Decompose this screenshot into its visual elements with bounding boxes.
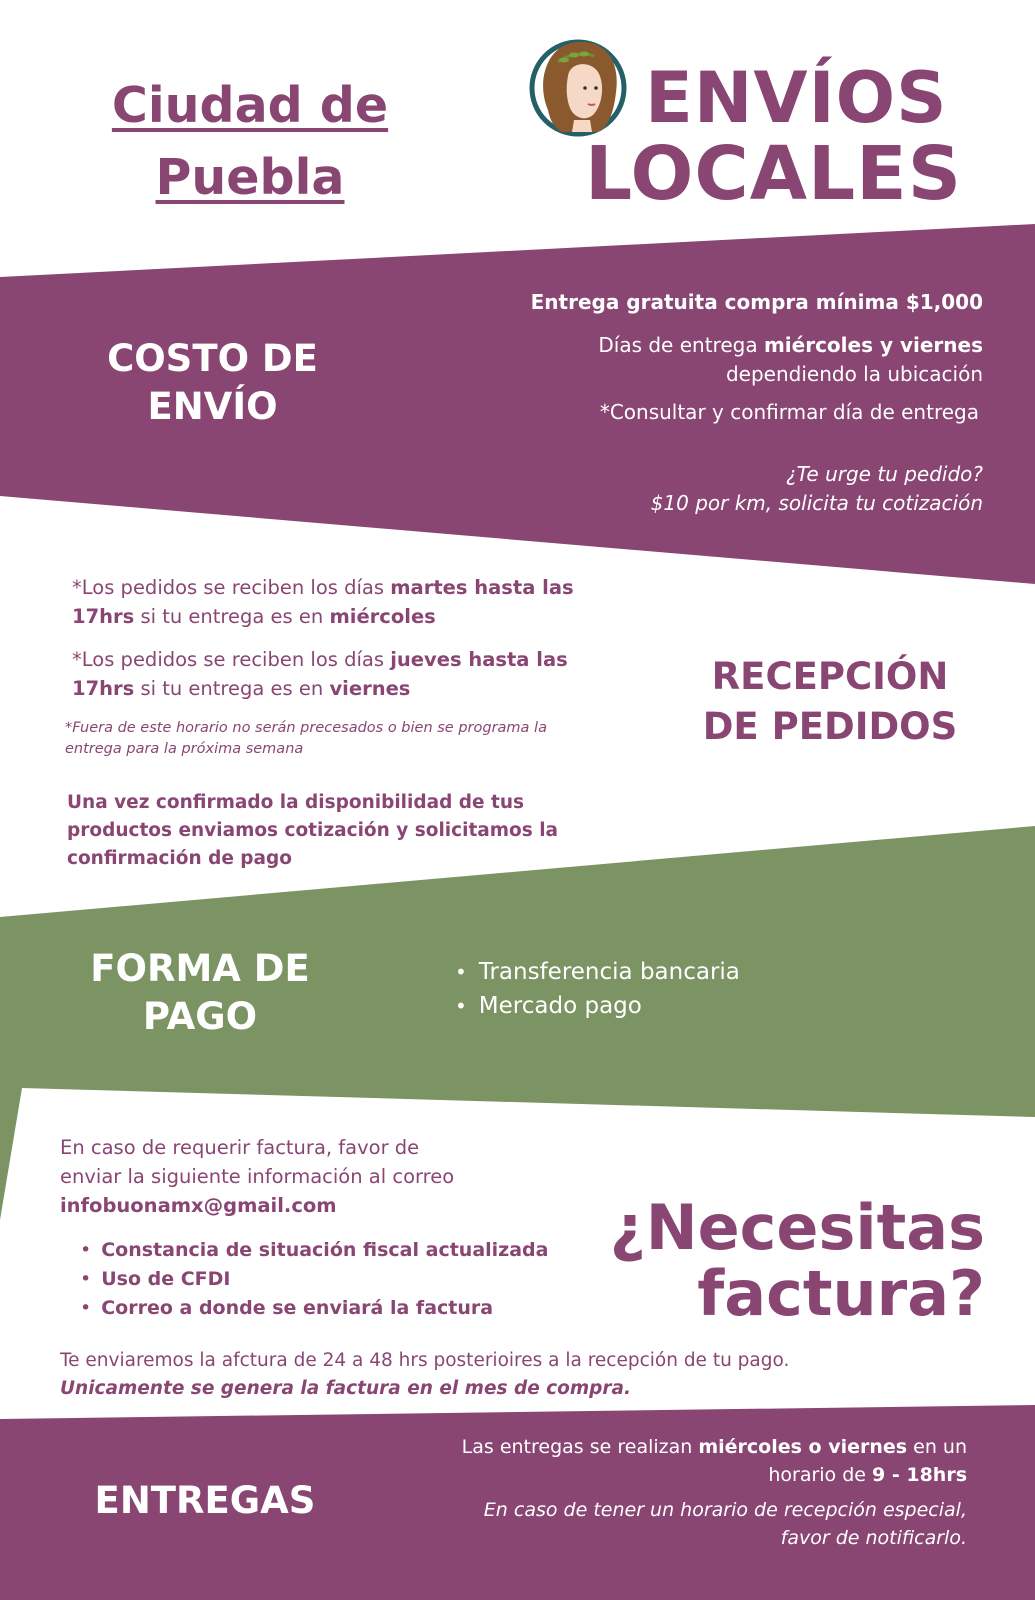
delivery-days-prefix: Días de entrega: [598, 333, 764, 357]
reception-note-line-2: entrega para la próxima semana: [65, 741, 304, 757]
invoice-title: [600, 1191, 985, 1330]
reception-title-line-2: DE PEDIDOS: [702, 705, 958, 748]
payment-methods-list: [455, 955, 740, 1023]
delivery-days-bold: miércoles y viernes: [763, 333, 983, 357]
invoice-month-note: Unicamente se genera la factura en el mes de compra.: [60, 1378, 632, 1399]
reception-item-1: [72, 573, 632, 631]
reception-item-2-a: *Los pedidos se reciben los días: [72, 648, 391, 671]
deliveries-title: ENTREGAS: [94, 1479, 316, 1522]
payment-title-line-2: PAGO: [142, 995, 258, 1038]
deliveries-line-2-b: 9 - 18hrs: [872, 1464, 967, 1486]
reception-item-1-d: si tu entrega es en: [134, 605, 330, 628]
free-shipping-text: Entrega gratuita compra mínima $1,000: [530, 290, 983, 314]
invoice-intro: [60, 1133, 560, 1220]
city-title: [80, 70, 420, 214]
reception-item-2-c: 17hrs: [72, 677, 135, 700]
urgent-line-1: ¿Te urge tu pedido?: [786, 462, 983, 486]
deliveries-line-1-b: miércoles o viernes: [698, 1436, 908, 1458]
reception-note-line-1: *Fuera de este horario no serán precesados o bien se programa la: [65, 720, 547, 736]
reception-item-2-d: si tu entrega es en: [134, 677, 330, 700]
reception-item-2: [72, 645, 632, 703]
reception-confirm-line-3: confirmación de pago: [67, 848, 292, 869]
costo-title: [80, 335, 345, 431]
reception-confirm: [67, 789, 587, 873]
deliveries-note-line-1: En caso de tener un horario de recepción especial,: [483, 1499, 967, 1521]
delivery-days-suffix: dependiendo la ubicación: [725, 362, 983, 386]
urgent-text: [463, 460, 983, 518]
deliveries-line-1-c: en un: [907, 1436, 967, 1458]
invoice-email: infobuonamx@gmail.com: [60, 1194, 337, 1217]
invoice-title-line-1: ¿Necesitas: [609, 1191, 985, 1264]
deliveries-note-line-2: favor de notificarlo.: [780, 1527, 967, 1549]
reception-confirm-line-1: Una vez confirmado la disponibilidad de tus: [67, 792, 525, 813]
title-line-1: ENVÍOS: [645, 57, 948, 139]
reception-item-1-c: 17hrs: [72, 605, 135, 628]
reception-note: [65, 718, 625, 760]
reception-item-1-e: miércoles: [329, 605, 436, 628]
invoice-intro-line-1: En caso de requerir factura, favor de: [60, 1136, 420, 1159]
reception-item-2-e: viernes: [329, 677, 411, 700]
reception-title-line-1: RECEPCIÓN: [711, 655, 949, 698]
payment-method-item: • Mercado pago: [455, 989, 740, 1023]
invoice-requirement-item: • Constancia de situación fiscal actualizada: [80, 1236, 548, 1265]
urgent-line-2: $10 por km, solicita tu cotización: [650, 491, 983, 515]
payment-title: [80, 945, 320, 1041]
invoice-title-line-2: factura?: [697, 1257, 985, 1330]
invoice-requirements-list: [80, 1236, 548, 1323]
invoice-intro-line-2: enviar la siguiente información al correo: [60, 1165, 455, 1188]
payment-title-line-1: FORMA DE: [90, 947, 310, 990]
payment-method-item: • Transferencia bancaria: [455, 955, 740, 989]
consult-text: *Consultar y confirmar día de entrega: [599, 400, 979, 424]
reception-confirm-line-2: productos enviamos cotización y solicitamos la: [67, 820, 559, 841]
delivery-days-text: [463, 331, 983, 389]
invoice-requirement-item: • Uso de CFDI: [80, 1265, 548, 1294]
city-line-1: Ciudad de: [111, 77, 389, 134]
deliveries-schedule: [407, 1433, 967, 1489]
woman-portrait-laurel-icon: [528, 32, 630, 142]
costo-title-line-2: ENVÍO: [147, 385, 278, 428]
reception-title: [700, 652, 960, 752]
invoice-footnote: Te enviaremos la afctura de 24 a 48 hrs posterioires a la recepción de tu pago.: [60, 1350, 790, 1371]
reception-item-1-a: *Los pedidos se reciben los días: [72, 576, 391, 599]
deliveries-note: [407, 1496, 967, 1552]
reception-item-2-b: jueves hasta las: [390, 648, 568, 671]
invoice-requirement-item: • Correo a donde se enviará la factura: [80, 1294, 548, 1323]
city-line-2: Puebla: [155, 149, 345, 206]
deliveries-line-2-a: horario de: [768, 1464, 873, 1486]
reception-item-1-b: martes hasta las: [390, 576, 574, 599]
costo-title-line-1: COSTO DE: [107, 337, 318, 380]
title-line-2: LOCALES: [585, 131, 962, 217]
deliveries-line-1-a: Las entregas se realizan: [461, 1436, 699, 1458]
